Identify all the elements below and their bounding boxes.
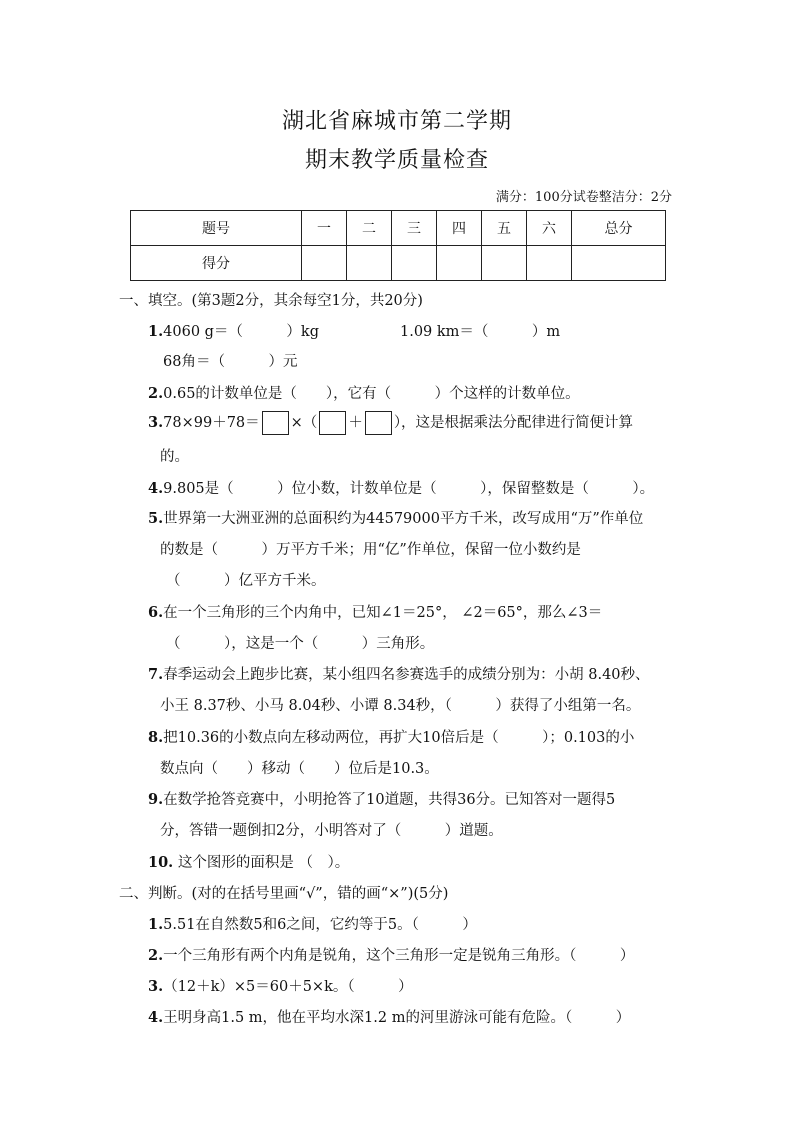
s2-q1-text: 5.51在自然数5和6之间，它约等于5。（ ） [163,917,477,933]
header-cell: 一 [302,211,347,246]
q9-line1: 在数学抢答竞赛中，小明抢答了10道题，共得36分。已知答对一题得5 [163,792,616,808]
score-table [130,210,666,281]
answer-box[interactable] [365,411,392,435]
score-table-header-row [131,211,666,246]
question-number: 10. [148,854,174,871]
exam-title-line1: 湖北省麻城市第二学期 [281,109,512,134]
question-number: 3. [148,414,164,431]
section2-heading: 二、判断。(对的在括号里画“√”，错的画“×”)(5分) [119,886,449,902]
question-number: 2. [148,385,164,402]
s1-q4 [148,477,654,498]
score-cell[interactable] [392,246,437,281]
q7-line2: 小王 8.37秒、小马 8.04秒、小谭 8.34秒，（ ）获得了小组第一名。 [160,698,641,714]
q4-text: 9.805是（ ）位小数，计数单位是（ ），保留整数是（ ）。 [163,481,655,497]
score-cell[interactable] [572,246,666,281]
q5-line1: 世界第一大洲亚洲的总面积约为44579000平方千米，改写成用“万”作单位 [163,511,644,527]
score-note: 满分：100分试卷整洁分：2分 [495,190,672,205]
q7-line1: 春季运动会上跑步比赛，某小组四名参赛选手的成绩分别为：小胡 8.40秒、 [163,667,650,683]
s2-q4 [148,1006,630,1027]
q3-pre: 78×99＋78＝ [163,415,260,431]
q3-line2: 的。 [160,449,189,465]
header-cell: 六 [527,211,572,246]
s1-q6 [148,601,602,622]
q1-part-a: 4060 g＝（ ）kg [163,324,320,340]
q5-line3: （ ）亿平方千米。 [166,573,326,589]
header-cell: 五 [482,211,527,246]
s1-q9 [148,788,615,809]
exam-title-line2: 期末教学质量检查 [304,148,489,173]
q3-times: ×（ [290,415,318,431]
s2-q3-text: （12＋k）×5＝60＋5×k。（ ） [163,979,413,995]
score-cell[interactable] [527,246,572,281]
question-number: 5. [148,510,164,527]
answer-box[interactable] [262,411,289,435]
section1-heading: 一、填空。(第3题2分，其余每空1分，共20分) [119,293,423,309]
q8-line2: 数点向（ ）移动（ ）位后是10.3。 [160,761,439,777]
row-label-cell: 得分 [131,246,302,281]
q1-line2: 68角＝（ ）元 [163,354,298,370]
q6-line2: （ ），这是一个（ ）三角形。 [166,636,435,652]
question-number: 1. [148,323,164,340]
s2-q4-text: 王明身高1.5 m，他在平均水深1.2 m的河里游泳可能有危险。（ ） [163,1010,631,1026]
s1-q3 [148,411,633,435]
s1-q7 [148,663,650,684]
s1-q1 [148,320,319,341]
question-number: 6. [148,604,164,621]
header-cell: 四 [437,211,482,246]
s2-q1 [148,913,477,934]
score-cell[interactable] [302,246,347,281]
s2-q3 [148,975,413,996]
question-number: 4. [148,1009,164,1026]
header-cell: 题号 [131,211,302,246]
question-number: 9. [148,791,164,808]
score-cell[interactable] [482,246,527,281]
s2-q2-text: 一个三角形有两个内角是锐角，这个三角形一定是锐角三角形。（ ） [163,948,635,964]
q6-line1: 在一个三角形的三个内角中，已知∠1＝25°， ∠2＝65°，那么∠3＝ [163,605,603,621]
question-number: 2. [148,947,164,964]
q3-post: ），这是根据乘法分配律进行简便计算 [393,415,634,431]
s1-q5 [148,507,643,528]
s2-q2 [148,944,634,965]
question-number: 4. [148,480,164,497]
header-cell: 三 [392,211,437,246]
header-cell: 二 [347,211,392,246]
question-number: 7. [148,666,164,683]
q3-plus: ＋ [348,415,363,431]
question-number: 1. [148,916,164,933]
question-number: 8. [148,729,164,746]
s1-q2 [148,382,580,403]
q9-line2: 分，答错一题倒扣2分，小明答对了（ ）道题。 [160,823,503,839]
q1-part-b: 1.09 km＝（ ）m [400,324,561,340]
q5-line2: 的数是（ ）万平方千米；用“亿”作单位，保留一位小数约是 [160,542,581,558]
score-cell[interactable] [347,246,392,281]
q8-line1: 把10.36的小数点向左移动两位，再扩大10倍后是（ ）；0.103的小 [163,730,635,746]
question-number: 3. [148,978,164,995]
header-cell: 总分 [572,211,666,246]
s1-q8 [148,726,634,747]
score-table-score-row [131,246,666,281]
answer-box[interactable] [319,411,346,435]
q10-text: 这个图形的面积是 （ ）。 [173,855,350,871]
s1-q10 [148,851,349,872]
score-cell[interactable] [437,246,482,281]
q2-text: 0.65的计数单位是（ ），它有（ ）个这样的计数单位。 [163,386,580,402]
